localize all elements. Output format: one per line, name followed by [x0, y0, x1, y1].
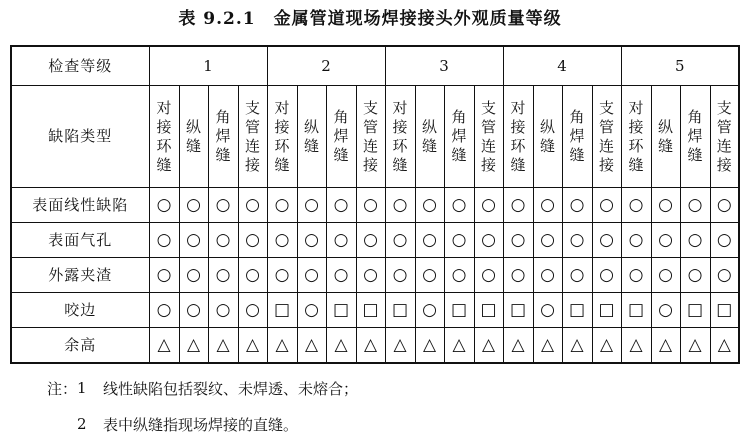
circle-symbol: ○ — [156, 264, 172, 285]
grade-cell — [680, 188, 710, 223]
circle-symbol: ○ — [540, 194, 555, 215]
grade-cell — [562, 293, 592, 328]
circle-symbol: ○ — [510, 194, 526, 215]
joint-type-cell — [326, 86, 356, 188]
circle-symbol: ○ — [687, 264, 703, 285]
grade-cell — [267, 188, 297, 223]
grade-cell — [592, 293, 621, 328]
grade-cell — [562, 328, 592, 364]
circle-symbol: ○ — [422, 299, 437, 320]
grade-cell — [651, 223, 680, 258]
level-header-label: 检查等级 — [11, 46, 149, 86]
joint-type-cell — [208, 86, 238, 188]
note-text: 表中纵缝指现场焊接的直缝。 — [103, 415, 299, 434]
triangle-symbol: △ — [304, 334, 319, 355]
defect-label: 表面线性缺陷 — [11, 188, 149, 223]
circle-symbol: ○ — [716, 264, 732, 285]
defect-label: 表面气孔 — [11, 223, 149, 258]
circle-symbol: ○ — [304, 264, 319, 285]
triangle-symbol: △ — [658, 334, 673, 355]
grade-cell — [680, 293, 710, 328]
grade-cell — [710, 328, 739, 364]
triangle-symbol: △ — [216, 334, 230, 355]
defect-label: 咬边 — [11, 293, 149, 328]
circle-symbol: ○ — [363, 194, 378, 215]
level-header-1: 1 — [149, 46, 267, 86]
grade-cell — [356, 328, 385, 364]
grade-cell — [503, 293, 533, 328]
joint-type-cell — [621, 86, 651, 188]
grade-cell — [533, 188, 562, 223]
grade-cell — [710, 223, 739, 258]
circle-symbol: ○ — [363, 229, 378, 250]
grade-cell — [267, 328, 297, 364]
circle-symbol: ○ — [540, 299, 555, 320]
circle-symbol: ○ — [186, 194, 201, 215]
grade-cell — [326, 258, 356, 293]
grade-cell — [149, 223, 179, 258]
grade-cell — [326, 293, 356, 328]
square-symbol: □ — [509, 299, 527, 320]
level-header-row — [11, 46, 739, 86]
grade-cell — [238, 223, 267, 258]
grade-cell — [621, 223, 651, 258]
circle-symbol: ○ — [333, 194, 349, 215]
grade-cell — [149, 293, 179, 328]
triangle-symbol: △ — [511, 334, 525, 355]
grade-cell — [444, 258, 474, 293]
triangle-symbol: △ — [540, 334, 555, 355]
circle-symbol: ○ — [304, 299, 319, 320]
circle-symbol: ○ — [451, 229, 467, 250]
grade-cell — [710, 258, 739, 293]
grade-cell — [651, 258, 680, 293]
grade-cell — [415, 328, 444, 364]
circle-symbol: ○ — [363, 264, 378, 285]
circle-symbol: ○ — [215, 229, 231, 250]
triangle-symbol: △ — [422, 334, 437, 355]
circle-symbol: ○ — [540, 229, 555, 250]
grade-cell — [297, 258, 326, 293]
triangle-symbol: △ — [334, 334, 348, 355]
grade-cell — [621, 293, 651, 328]
circle-symbol: ○ — [716, 229, 732, 250]
joint-type-cell — [238, 86, 267, 188]
defect-label: 余高 — [11, 328, 149, 364]
joint-type-label: 纵缝 — [303, 117, 319, 155]
joint-type-label: 支管连接 — [362, 98, 378, 174]
joint-type-cell — [385, 86, 415, 188]
square-symbol: □ — [391, 299, 409, 320]
grade-cell — [238, 188, 267, 223]
grade-cell — [267, 223, 297, 258]
grade-cell — [444, 188, 474, 223]
circle-symbol: ○ — [186, 229, 201, 250]
joint-type-cell — [444, 86, 474, 188]
grade-cell — [592, 223, 621, 258]
joint-type-label: 角焊缝 — [687, 108, 703, 164]
grade-cell — [385, 188, 415, 223]
grade-cell — [503, 188, 533, 223]
circle-symbol: ○ — [569, 264, 585, 285]
circle-symbol: ○ — [510, 229, 526, 250]
triangle-symbol: △ — [393, 334, 407, 355]
joint-type-cell — [710, 86, 739, 188]
grade-cell — [621, 328, 651, 364]
circle-symbol: ○ — [569, 194, 585, 215]
grade-cell — [710, 188, 739, 223]
grade-cell — [562, 223, 592, 258]
grade-cell — [562, 258, 592, 293]
grade-cell — [208, 328, 238, 364]
defect-row — [11, 188, 739, 223]
circle-symbol: ○ — [569, 229, 585, 250]
circle-symbol: ○ — [215, 299, 231, 320]
level-header-4: 4 — [503, 46, 621, 86]
grade-cell — [208, 258, 238, 293]
circle-symbol: ○ — [658, 299, 673, 320]
circle-symbol: ○ — [481, 194, 496, 215]
joint-type-label: 支管连接 — [244, 98, 260, 174]
grade-cell — [415, 223, 444, 258]
grade-cell — [356, 258, 385, 293]
triangle-symbol: △ — [570, 334, 584, 355]
grade-cell — [385, 293, 415, 328]
joint-type-cell — [503, 86, 533, 188]
grade-cell — [326, 328, 356, 364]
joint-type-label: 支管连接 — [480, 98, 496, 174]
grade-cell — [710, 293, 739, 328]
circle-symbol: ○ — [156, 299, 172, 320]
grade-cell — [562, 188, 592, 223]
square-symbol: □ — [362, 299, 379, 320]
circle-symbol: ○ — [599, 194, 614, 215]
circle-symbol: ○ — [658, 264, 673, 285]
grade-cell — [356, 293, 385, 328]
defect-type-header-label: 缺陷类型 — [11, 86, 149, 188]
triangle-symbol: △ — [599, 334, 614, 355]
grade-cell — [474, 293, 503, 328]
grade-cell — [444, 223, 474, 258]
triangle-symbol: △ — [629, 334, 643, 355]
grade-cell — [208, 223, 238, 258]
grade-cell — [533, 223, 562, 258]
joint-type-label: 角焊缝 — [569, 108, 585, 164]
grade-cell — [385, 328, 415, 364]
circle-symbol: ○ — [716, 194, 732, 215]
joint-type-label: 纵缝 — [539, 117, 555, 155]
joint-type-cell — [356, 86, 385, 188]
joint-type-label: 对接环缝 — [156, 98, 172, 174]
grade-cell — [680, 258, 710, 293]
grade-cell — [621, 188, 651, 223]
circle-symbol: ○ — [628, 229, 644, 250]
defect-row — [11, 328, 739, 364]
circle-symbol: ○ — [481, 264, 496, 285]
grade-cell — [621, 258, 651, 293]
circle-symbol: ○ — [304, 229, 319, 250]
circle-symbol: ○ — [599, 264, 614, 285]
circle-symbol: ○ — [304, 194, 319, 215]
grade-cell — [179, 188, 208, 223]
triangle-symbol: △ — [452, 334, 466, 355]
grade-cell — [297, 328, 326, 364]
notes-section — [47, 373, 358, 439]
grade-cell — [651, 293, 680, 328]
grade-cell — [503, 328, 533, 364]
circle-symbol: ○ — [628, 194, 644, 215]
triangle-symbol: △ — [688, 334, 702, 355]
joint-type-cell — [592, 86, 621, 188]
note-prefix: 注： — [47, 379, 78, 398]
grade-cell — [267, 293, 297, 328]
circle-symbol: ○ — [215, 194, 231, 215]
grade-cell — [267, 258, 297, 293]
note-number: 2 — [77, 415, 87, 433]
joint-type-cell — [297, 86, 326, 188]
grade-cell — [238, 293, 267, 328]
circle-symbol: ○ — [422, 194, 437, 215]
circle-symbol: ○ — [599, 229, 614, 250]
grade-cell — [444, 328, 474, 364]
square-symbol: □ — [627, 299, 645, 320]
grade-cell — [474, 223, 503, 258]
joint-type-label: 对接环缝 — [628, 98, 644, 174]
level-header-3: 3 — [385, 46, 503, 86]
circle-symbol: ○ — [186, 264, 201, 285]
circle-symbol: ○ — [245, 299, 260, 320]
note-text: 线性缺陷包括裂纹、未焊透、未熔合； — [103, 379, 359, 398]
circle-symbol: ○ — [333, 264, 349, 285]
joint-type-label: 对接环缝 — [510, 98, 526, 174]
grade-cell — [356, 223, 385, 258]
grade-cell — [297, 223, 326, 258]
circle-symbol: ○ — [422, 229, 437, 250]
page-title: 表 9.2.1 金属管道现场焊接接头外观质量等级 — [178, 9, 562, 29]
triangle-symbol: △ — [717, 334, 731, 355]
grade-cell — [415, 293, 444, 328]
grade-cell — [680, 328, 710, 364]
grade-cell — [297, 188, 326, 223]
circle-symbol: ○ — [687, 194, 703, 215]
level-header-2: 2 — [267, 46, 385, 86]
grade-cell — [533, 258, 562, 293]
circle-symbol: ○ — [658, 194, 673, 215]
grade-cell — [238, 328, 267, 364]
circle-symbol: ○ — [274, 264, 290, 285]
circle-symbol: ○ — [245, 229, 260, 250]
grade-cell — [444, 293, 474, 328]
joint-type-label: 角焊缝 — [451, 108, 467, 164]
grade-cell — [179, 328, 208, 364]
grade-cell — [592, 258, 621, 293]
grade-cell — [415, 258, 444, 293]
grade-cell — [503, 258, 533, 293]
grade-cell — [415, 188, 444, 223]
joint-type-label: 纵缝 — [421, 117, 437, 155]
circle-symbol: ○ — [274, 229, 290, 250]
grade-cell — [474, 188, 503, 223]
circle-symbol: ○ — [245, 264, 260, 285]
grade-cell — [356, 188, 385, 223]
circle-symbol: ○ — [333, 229, 349, 250]
grade-cell — [326, 223, 356, 258]
joint-type-cell — [562, 86, 592, 188]
square-symbol: □ — [450, 299, 468, 320]
joint-type-label: 角焊缝 — [215, 108, 231, 164]
defect-row — [11, 293, 739, 328]
grade-cell — [385, 223, 415, 258]
quality-grade-table — [10, 45, 740, 364]
circle-symbol: ○ — [510, 264, 526, 285]
grade-cell — [503, 223, 533, 258]
grade-cell — [208, 188, 238, 223]
square-symbol: □ — [598, 299, 615, 320]
square-symbol: □ — [686, 299, 704, 320]
triangle-symbol: △ — [481, 334, 496, 355]
circle-symbol: ○ — [392, 194, 408, 215]
circle-symbol: ○ — [540, 264, 555, 285]
joint-type-cell — [149, 86, 179, 188]
note-line-1 — [47, 373, 358, 403]
joint-type-cell — [680, 86, 710, 188]
grade-cell — [238, 258, 267, 293]
circle-symbol: ○ — [481, 229, 496, 250]
circle-symbol: ○ — [451, 194, 467, 215]
joint-type-label: 支管连接 — [716, 98, 732, 174]
quality-table-container — [10, 45, 740, 364]
defect-row — [11, 258, 739, 293]
joint-type-row — [11, 86, 739, 188]
grade-cell — [651, 328, 680, 364]
grade-cell — [651, 188, 680, 223]
grade-cell — [592, 188, 621, 223]
circle-symbol: ○ — [274, 194, 290, 215]
grade-cell — [179, 258, 208, 293]
grade-cell — [297, 293, 326, 328]
joint-type-label: 角焊缝 — [333, 108, 349, 164]
defect-label: 外露夹渣 — [11, 258, 149, 293]
joint-type-cell — [533, 86, 562, 188]
joint-type-label: 对接环缝 — [274, 98, 290, 174]
grade-cell — [326, 188, 356, 223]
circle-symbol: ○ — [628, 264, 644, 285]
note-number: 1 — [77, 379, 87, 397]
joint-type-cell — [267, 86, 297, 188]
circle-symbol: ○ — [156, 194, 172, 215]
joint-type-label: 支管连接 — [598, 98, 614, 174]
square-symbol: □ — [480, 299, 497, 320]
triangle-symbol: △ — [245, 334, 260, 355]
circle-symbol: ○ — [422, 264, 437, 285]
circle-symbol: ○ — [687, 229, 703, 250]
square-symbol: □ — [273, 299, 291, 320]
level-header-5: 5 — [621, 46, 739, 86]
joint-type-cell — [651, 86, 680, 188]
grade-cell — [149, 188, 179, 223]
joint-type-cell — [474, 86, 503, 188]
triangle-symbol: △ — [363, 334, 378, 355]
triangle-symbol: △ — [275, 334, 289, 355]
square-symbol: □ — [568, 299, 586, 320]
grade-cell — [533, 328, 562, 364]
grade-cell — [592, 328, 621, 364]
square-symbol: □ — [332, 299, 350, 320]
triangle-symbol: △ — [186, 334, 201, 355]
grade-cell — [474, 258, 503, 293]
joint-type-label: 对接环缝 — [392, 98, 408, 174]
triangle-symbol: △ — [157, 334, 171, 355]
joint-type-cell — [179, 86, 208, 188]
square-symbol: □ — [716, 299, 733, 320]
joint-type-label: 纵缝 — [657, 117, 673, 155]
grade-cell — [149, 258, 179, 293]
grade-cell — [385, 258, 415, 293]
grade-cell — [208, 293, 238, 328]
circle-symbol: ○ — [392, 229, 408, 250]
circle-symbol: ○ — [451, 264, 467, 285]
table-body — [11, 46, 739, 363]
grade-cell — [179, 293, 208, 328]
circle-symbol: ○ — [186, 299, 201, 320]
circle-symbol: ○ — [156, 229, 172, 250]
defect-row — [11, 223, 739, 258]
grade-cell — [533, 293, 562, 328]
grade-cell — [179, 223, 208, 258]
grade-cell — [680, 223, 710, 258]
circle-symbol: ○ — [658, 229, 673, 250]
circle-symbol: ○ — [392, 264, 408, 285]
circle-symbol: ○ — [215, 264, 231, 285]
grade-cell — [474, 328, 503, 364]
circle-symbol: ○ — [245, 194, 260, 215]
joint-type-label: 纵缝 — [185, 117, 201, 155]
joint-type-cell — [415, 86, 444, 188]
grade-cell — [149, 328, 179, 364]
